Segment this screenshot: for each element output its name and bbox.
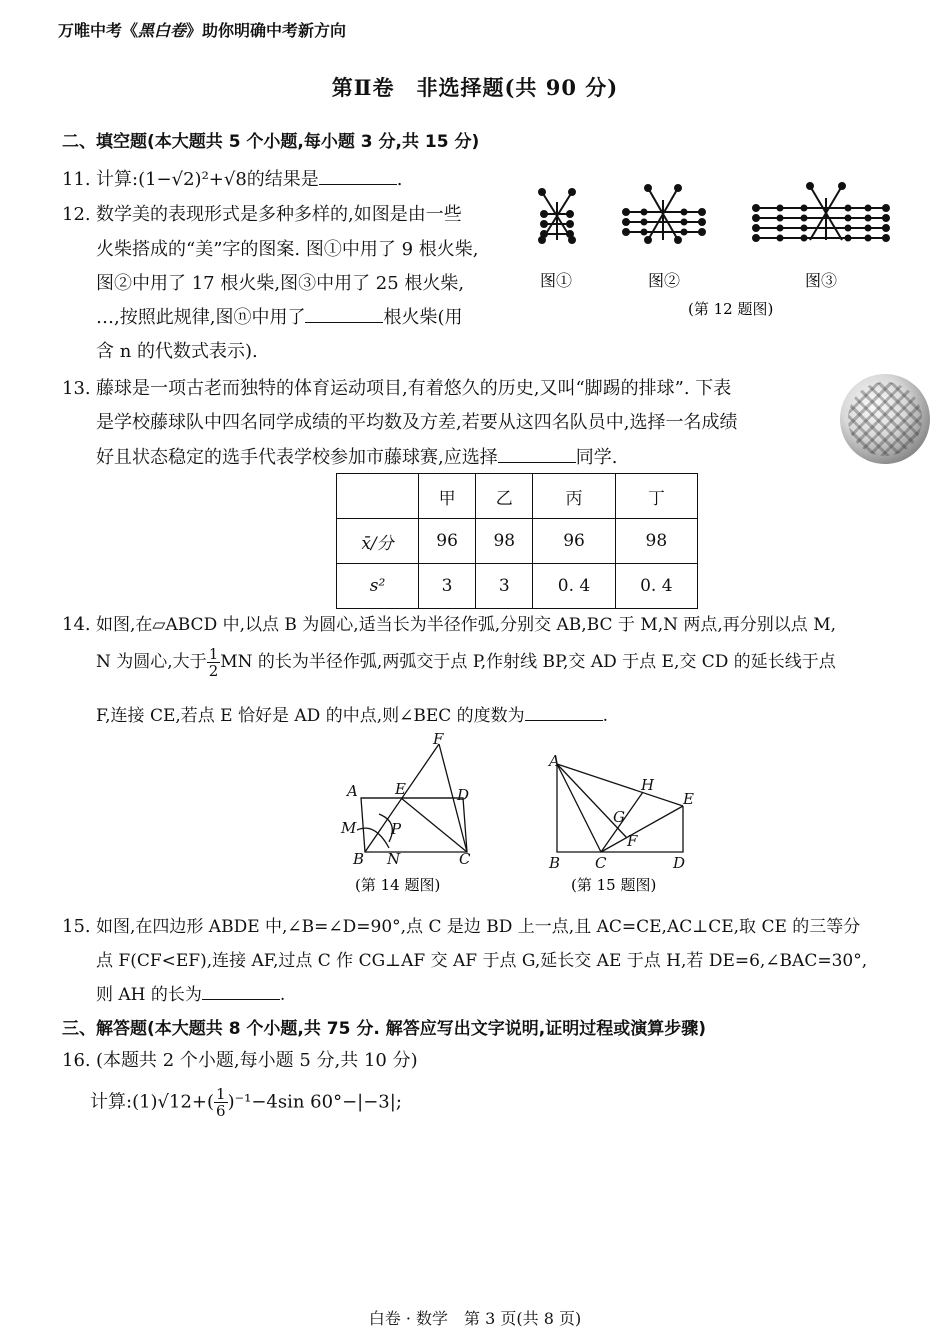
section-heading-solutions: 三、解答题(本大题共 8 个小题,共 75 分. 解答应写出文字说明,证明过程或演算步骤) [62,1019,706,1039]
page-title: 第Ⅱ卷 非选择题(共 90 分) [331,75,619,100]
svg-text:A: A [347,782,358,800]
svg-text:F: F [433,730,444,748]
svg-text:H: H [641,776,655,794]
question-11: 11. 计算:(1−√2)²+√8的结果是 . [62,169,403,190]
pattern-1 [539,189,575,243]
header-slogan: 万唯中考《黑白卷》助你明确中考新方向 [58,21,347,40]
svg-text:G: G [613,808,625,826]
svg-text:D: D [673,854,686,872]
svg-text:B: B [353,850,365,868]
answer-blank [498,461,576,463]
answer-blank [202,998,280,1000]
svg-text:E: E [683,790,694,808]
svg-text:C: C [595,854,607,872]
svg-text:C: C [459,850,471,868]
svg-text:B: B [549,854,561,872]
answer-blank [305,321,383,323]
svg-text:A: A [549,752,560,770]
pattern-2 [623,185,705,243]
answer-blank [525,719,603,721]
score-table: 甲 乙 丙 丁 x̄/分 96 98 96 98 s² 3 3 0. 4 0. 4 [336,473,698,609]
matchstick-figure [530,180,900,320]
fig-caption: (第 15 题图) [571,876,657,894]
page-footer: 白卷 · 数学 第 3 页(共 8 页) [368,1309,582,1328]
section-heading-fill-blank: 二、填空题(本大题共 5 个小题,每小题 3 分,共 15 分) [62,132,480,152]
svg-text:D: D [457,786,470,804]
svg-text:N: N [387,850,401,868]
fig-caption: (第 14 题图) [355,876,441,894]
figure-15 [545,752,715,900]
answer-blank [319,183,397,185]
svg-text:F: F [627,832,638,850]
sepak-takraw-ball-image [840,374,930,464]
svg-text:M: M [341,819,357,837]
svg-text:P: P [391,820,402,838]
pattern-3 [753,183,889,241]
fig-label-1: 图① [540,271,573,290]
brand-name: 黑白卷 [138,21,187,40]
figure-14 [335,730,495,900]
fig-label-2: 图② [648,271,681,290]
fig-label-3: 图③ [805,271,838,290]
fig-caption: (第 12 题图) [688,300,774,318]
svg-text:E: E [395,780,406,798]
